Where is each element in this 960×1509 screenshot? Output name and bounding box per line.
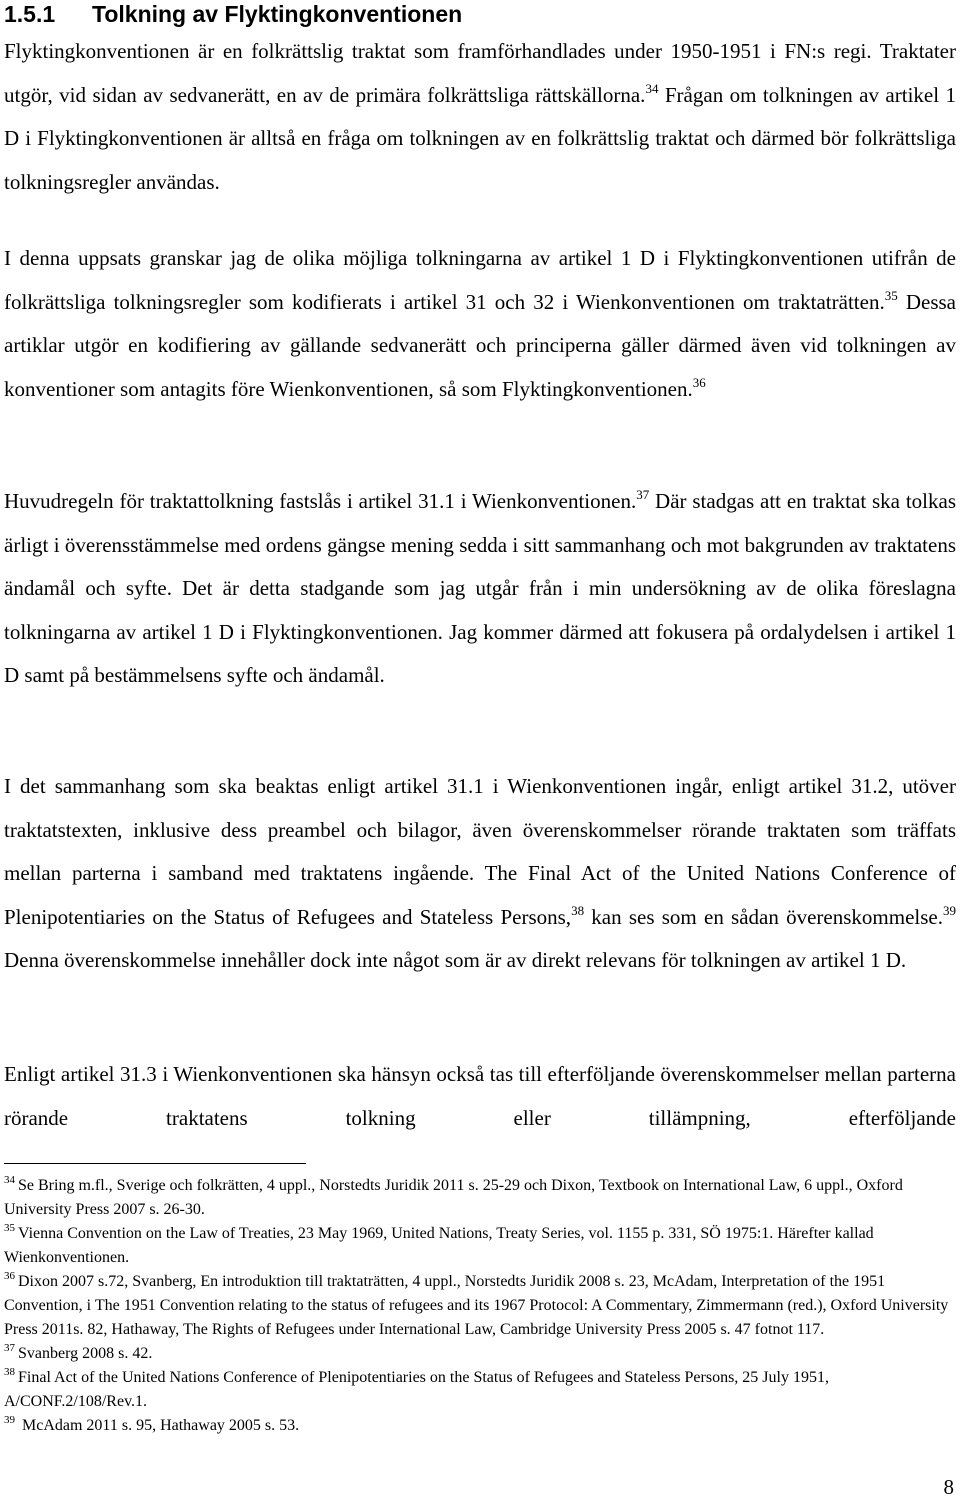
footnote-ref[interactable]: 38 <box>571 902 585 918</box>
paragraph-text: Denna överenskommelse innehåller dock inte något som är av direkt relevans för tolkningen av artikel 1 D. <box>4 948 907 972</box>
footnote-ref[interactable]: 35 <box>884 287 898 303</box>
footnote-39 <box>4 1414 956 1438</box>
footnote-ref[interactable]: 34 <box>645 80 659 96</box>
footnote-number: 36 <box>4 1270 15 1282</box>
paragraph-text: Där stadgas att en traktat ska tolkas ärligt i överensstämmelse med ordens gängse mening sedda i sitt sammanhang och mot bakgrunden av traktatens ändamål och syfte. Det är detta stadgande som jag utgår från i min undersökning av de olika föreslagna tolkningarna av artikel 1 D i Flyktingkonventionen. Jag kommer därmed att fokusera på ordalydelsen i artikel 1 D samt på bestämmelsens syfte och ändamål. <box>4 489 956 687</box>
paragraph-3 <box>4 480 956 698</box>
paragraph-4 <box>4 765 956 983</box>
footnote-number: 35 <box>4 1222 15 1234</box>
paragraph-text: Dessa artiklar utgör en kodifiering av gällande sedvanerätt och principerna gäller därmed även vid tolkningen av konventioner som antagits före Wienkonventionen, så som Flyktingkonventionen. <box>4 289 956 401</box>
footnote-number: 38 <box>4 1366 15 1378</box>
footnote-ref[interactable]: 37 <box>636 487 650 502</box>
paragraph-text: Enligt artikel 31.3 i Wienkonventionen ska hänsyn också tas till efterföljande överenskommelser mellan parterna rörande traktatens tolkning eller tillämpning, efterföljande <box>4 1062 956 1130</box>
footnote-text: Dixon 2007 s.72, Svanberg, En introduktion till traktaträtten, 4 uppl., Norstedts Juridik 2008 s. 23, McAdam, Interpretation of the 1951 Convention, i The 1951 Convention relating to the status of refugees and its 1967 Protocol: A Commentary, Zimmermann (red.), Oxford University Press 2011s. 82, Hathaway, The Rights of Refugees under International Law, Cambridge University Press 2005 s. 47 fotnot 117. <box>4 1273 949 1338</box>
footnote-number: 37 <box>4 1342 15 1354</box>
paragraph-text: kan ses som en sådan överenskommelse. <box>584 904 943 929</box>
paragraph-text: I det sammanhang som ska beaktas enligt artikel 31.1 i Wienkonventionen ingår, enligt artikel 31.2, utöver traktatstexten, inklusive dess preambel och bilagor, även överenskommelser rörande traktaten som träffats mellan parterna i samband med traktatens ingående. The Final Act of the United Nations Conference of Plenipotentiaries on the Status of Refugees and Stateless Persons, <box>4 774 956 929</box>
footnote-ref[interactable]: 39 <box>943 902 956 918</box>
footnote-text: Final Act of the United Nations Conference of Plenipotentiaries on the Status of Refugees and Stateless Persons, 25 July 1951, A/CONF.2/108/Rev.1. <box>4 1369 829 1410</box>
section-heading <box>4 0 462 28</box>
footnote-separator <box>4 1163 306 1164</box>
footnote-number: 39 <box>4 1414 15 1426</box>
footnote-37 <box>4 1342 956 1366</box>
footnote-text: McAdam 2011 s. 95, Hathaway 2005 s. 53. <box>18 1417 300 1434</box>
paragraph-2 <box>4 237 956 411</box>
footnote-ref[interactable]: 36 <box>692 374 706 390</box>
footnote-text: Svanberg 2008 s. 42. <box>18 1345 153 1362</box>
footnote-38 <box>4 1366 956 1414</box>
paragraph-text: I denna uppsats granskar jag de olika möjliga tolkningarna av artikel 1 D i Flyktingkonventionen utifrån de folkrättsliga tolkningsregler som kodifierats i artikel 31 och 32 i Wienkonventionen om traktaträtten. <box>4 246 956 314</box>
section-title: Tolkning av Flyktingkonventionen <box>92 1 463 27</box>
footnote-36 <box>4 1270 956 1342</box>
paragraph-text: Flyktingkonventionen är en folkrättslig traktat som framförhandlades under 1950-1951 i FN:s regi. Traktater utgör, vid sidan av sedvanerätt, en av de primära folkrättsliga rättskällorna. <box>4 39 956 107</box>
footnote-35 <box>4 1222 956 1270</box>
footnote-text: Se Bring m.fl., Sverige och folkrätten, 4 uppl., Norstedts Juridik 2011 s. 25-29 och Dixon, Textbook on International Law, 6 uppl., Oxford University Press 2007 s. 26-30. <box>4 1177 903 1218</box>
paragraph-1 <box>4 30 956 204</box>
footnote-text: Vienna Convention on the Law of Treaties, 23 May 1969, United Nations, Treaty Series, vol. 1155 p. 331, SÖ 1975:1. Härefter kallad Wienkonventionen. <box>4 1225 874 1266</box>
page-number: 8 <box>943 1475 954 1499</box>
section-number: 1.5.1 <box>4 1 56 27</box>
paragraph-5 <box>4 1053 956 1140</box>
footnotes <box>4 1174 956 1438</box>
paragraph-text: Frågan om tolkningen av artikel 1 D i Flyktingkonventionen är alltså en fråga om tolkningen av en folkrättslig traktat och därmed bör folkrättsliga tolkningsregler användas. <box>4 82 957 194</box>
footnote-34 <box>4 1174 956 1222</box>
paragraph-text: Huvudregeln för traktattolkning fastslås i artikel 31.1 i Wienkonventionen. <box>4 489 637 513</box>
footnote-number: 34 <box>4 1174 15 1186</box>
